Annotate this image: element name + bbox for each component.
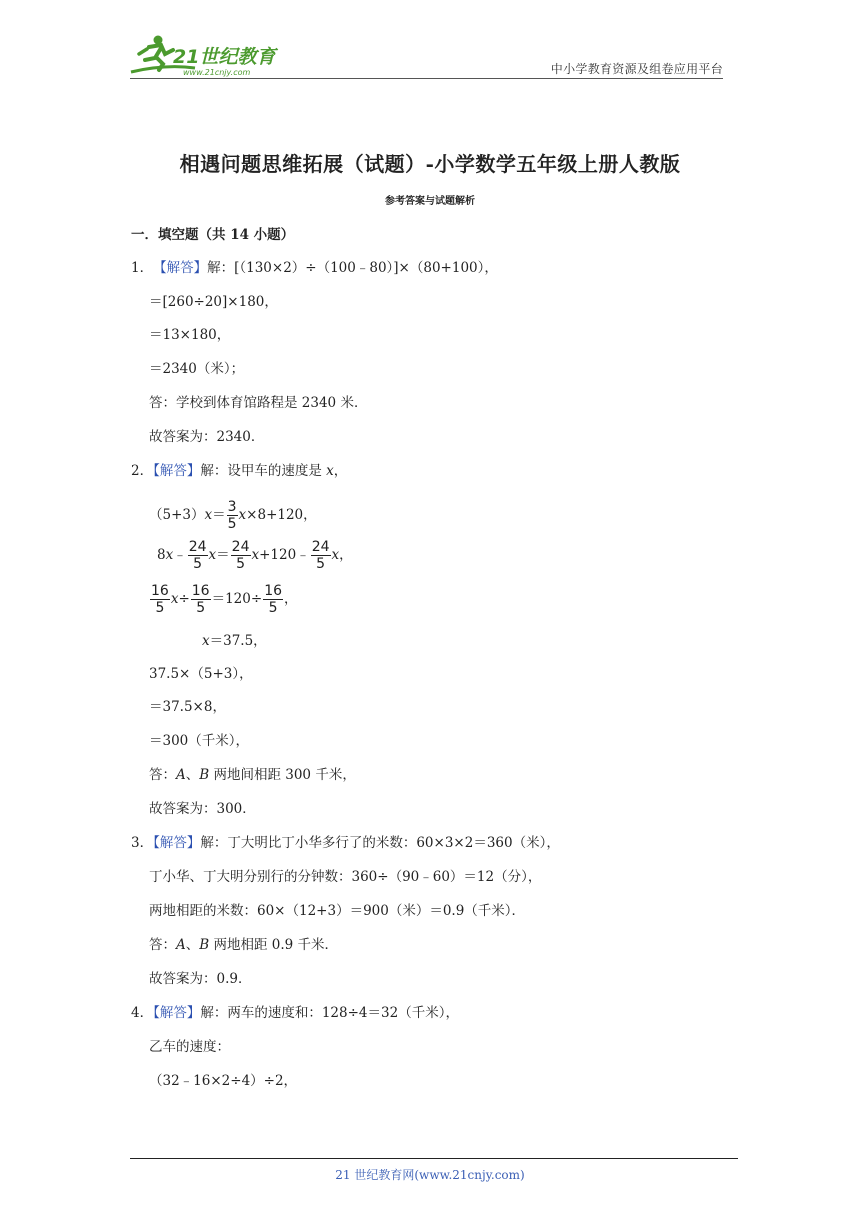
variable: x bbox=[331, 547, 340, 563]
answer-line: 故答案为：0.9． bbox=[149, 971, 252, 987]
answer-text: 答： bbox=[149, 937, 176, 953]
answer-line: 丁小华、丁大明分别行的分钟数：360÷（90﹣60）＝12（分）， bbox=[149, 869, 542, 885]
answer-text: ， bbox=[333, 463, 348, 479]
answer-text: 、 bbox=[185, 937, 200, 953]
equation-text: ＝37.5， bbox=[209, 633, 267, 649]
equation-line bbox=[149, 497, 317, 533]
answer-line bbox=[149, 935, 338, 955]
answer-line: 故答案为：300． bbox=[149, 801, 256, 817]
question-3-header bbox=[131, 833, 560, 853]
answer-line: ＝[260÷20]×180， bbox=[149, 294, 278, 310]
variable: B bbox=[199, 767, 210, 783]
answer-line: （32﹣16×2÷4）÷2， bbox=[149, 1073, 298, 1089]
header-divider bbox=[130, 78, 723, 79]
answer-line: 两地相距的米数：60×（12+3）＝900（米）＝0.9（千米）． bbox=[149, 903, 526, 919]
denominator: 5 bbox=[227, 516, 237, 532]
footer-link[interactable]: 21 世纪教育网(www.21cnjy.com) bbox=[335, 1168, 525, 1182]
section-heading: 一．填空题（共 14 小题） bbox=[131, 227, 295, 243]
fraction bbox=[188, 539, 208, 572]
fraction bbox=[191, 583, 211, 616]
variable: x bbox=[170, 591, 179, 607]
answer-line: ＝300（千米）， bbox=[149, 733, 250, 749]
answer-text: 两地相距 0.9 千米． bbox=[209, 937, 339, 953]
equation-text: 8 bbox=[157, 547, 166, 563]
equation-text: +120﹣ bbox=[259, 547, 310, 563]
answer-text: 、 bbox=[185, 767, 200, 783]
answer-line: 答：学校到体育馆路程是 2340 米． bbox=[149, 395, 368, 411]
answer-tag: 【解答】 bbox=[153, 260, 208, 276]
variable: x bbox=[208, 547, 217, 563]
site-logo bbox=[125, 34, 295, 80]
equation-text: （5+3） bbox=[149, 507, 205, 523]
question-number: 4． bbox=[131, 1005, 154, 1021]
denominator: 5 bbox=[155, 600, 165, 616]
variable: A bbox=[176, 937, 186, 953]
answer-line: 解：丁大明比丁小华多行了的米数：60×3×2＝360（米）， bbox=[200, 835, 560, 851]
platform-label: 中小学教育资源及组卷应用平台 bbox=[550, 62, 723, 76]
answer-tag: 【解答】 bbox=[153, 1005, 201, 1021]
answer-text: 解：设甲车的速度是 bbox=[200, 463, 327, 479]
question-number: 3． bbox=[131, 835, 154, 851]
variable: A bbox=[176, 767, 186, 783]
question-number: 1． bbox=[131, 260, 154, 276]
numerator: 16 bbox=[264, 583, 283, 599]
runner-logo-icon bbox=[125, 34, 295, 80]
answer-line: 解：[（130×2）÷（100﹣80）]×（80+100）， bbox=[207, 260, 498, 276]
numerator: 16 bbox=[191, 583, 210, 599]
answer-line: ＝13×180， bbox=[149, 327, 231, 343]
fraction bbox=[311, 539, 331, 572]
numerator: 24 bbox=[188, 539, 207, 555]
equation-line bbox=[157, 537, 353, 573]
numerator: 24 bbox=[311, 539, 330, 555]
denominator: 5 bbox=[316, 556, 326, 572]
equation-line bbox=[202, 631, 267, 651]
equation-text: ＝ bbox=[212, 507, 226, 523]
equation-text: ﹣ bbox=[173, 547, 187, 563]
fraction bbox=[227, 499, 238, 532]
numerator: 16 bbox=[151, 583, 169, 599]
equation-line bbox=[149, 581, 298, 617]
variable: x bbox=[165, 547, 174, 563]
denominator: 5 bbox=[193, 556, 203, 572]
equation-text: ÷ bbox=[178, 591, 190, 607]
answer-tag: 【解答】 bbox=[153, 835, 201, 851]
question-1-header bbox=[131, 258, 498, 278]
answer-line: 37.5×（5+3）， bbox=[149, 666, 253, 682]
fraction bbox=[231, 539, 251, 572]
document-subtitle: 参考答案与试题解析 bbox=[385, 196, 475, 207]
equation-text: ， bbox=[339, 547, 353, 563]
document-title: 相遇问题思维拓展（试题）-小学数学五年级上册人教版 bbox=[179, 152, 681, 176]
logo-url: www.21cnjy.com bbox=[183, 68, 251, 77]
equation-text: ＝ bbox=[216, 547, 230, 563]
logo-text: 21世纪教育 bbox=[173, 46, 276, 68]
answer-line: 故答案为：2340． bbox=[149, 429, 265, 445]
equation-text: ＝120÷ bbox=[211, 591, 263, 607]
denominator: 5 bbox=[236, 556, 246, 572]
variable: x bbox=[238, 507, 247, 523]
variable: B bbox=[199, 937, 210, 953]
footer-divider bbox=[130, 1158, 738, 1159]
variable: x bbox=[251, 547, 260, 563]
variable: x bbox=[326, 463, 334, 479]
variable: x bbox=[202, 633, 210, 649]
answer-tag: 【解答】 bbox=[153, 463, 201, 479]
variable: x bbox=[204, 507, 213, 523]
denominator: 5 bbox=[268, 600, 278, 616]
answer-text: 答： bbox=[149, 767, 176, 783]
equation-text: ， bbox=[284, 591, 298, 607]
answer-line: ＝37.5×8， bbox=[149, 699, 226, 715]
numerator: 24 bbox=[231, 539, 250, 555]
fraction bbox=[263, 583, 283, 616]
fraction bbox=[150, 583, 170, 616]
question-2-header bbox=[131, 461, 347, 481]
equation-text: ×8+120， bbox=[246, 507, 317, 523]
question-number: 2． bbox=[131, 463, 154, 479]
answer-text: 两地间相距 300 千米， bbox=[209, 767, 356, 783]
answer-line: ＝2340（米）； bbox=[149, 361, 245, 377]
numerator: 3 bbox=[227, 499, 237, 515]
denominator: 5 bbox=[196, 600, 206, 616]
question-4-header bbox=[131, 1003, 459, 1023]
answer-line: 解：两车的速度和：128÷4＝32（千米）， bbox=[200, 1005, 459, 1021]
answer-line bbox=[149, 765, 356, 785]
answer-line: 乙车的速度： bbox=[149, 1039, 230, 1055]
